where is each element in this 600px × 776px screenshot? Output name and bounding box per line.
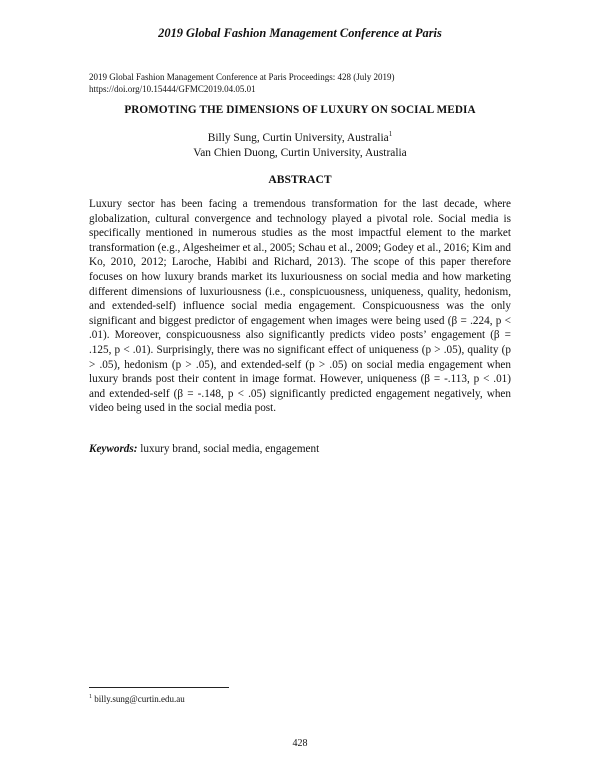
footnote [89,694,185,704]
keywords-value: luxury brand, social media, engagement [140,443,320,455]
abstract-body: Luxury sector has been facing a tremendous transformation for the last decade, where globalization, cultural convergence and technology played a pivotal role. Social media is specifically mentioned in numerous studies as the most impactful element to the market transformation (e.g., Algesheimer et al., 2005; Schau et al., 2009; Godey et al., 2016; Kim and Ko, 2010, 2012; Laroche, Habibi and Richard, 2013). The scope of this paper therefore focuses on how luxury brands market its luxuriousness on social media and how marketing different dimensions of luxuriousness (i.e., conspicuousness, uniqueness, quality, hedonism, and extended-self) influence social media engagement. Conspicuousness was the only significant and biggest predictor of engagement when images were being used (β = .224, p < .01). Moreover, conspicuousness also significantly predicts video posts’ engagement (β = .125, p < .01). Surprisingly, there was no significant effect of uniqueness (p > .05), quality (p > .05), hedonism (p > .05), and extended-self (p > .05) on social media engagement when luxury brands post their content in image format. However, uniqueness (β = -.113, p < .01) and extended-self (β = -.148, p < .05) significantly predicted engagement negatively, when video being used in the social media post. [89,198,511,415]
author-line [0,146,600,161]
paper-title: PROMOTING THE DIMENSIONS OF LUXURY ON SOCIAL MEDIA [124,104,476,116]
author-line [0,131,600,146]
proceedings-citation: 2019 Global Fashion Management Conference at Paris Proceedings: 428 (July 2019) [89,72,395,82]
abstract-heading: ABSTRACT [268,173,332,186]
footnote-mark: 1 [388,130,393,139]
author-list [0,131,600,161]
footnote-mark: 1 [89,694,92,700]
page-number: 428 [292,738,308,749]
proceedings-info [89,71,394,95]
keywords [89,443,511,455]
author-name: Van Chien Duong, Curtin University, Australia [193,147,407,159]
footnote-divider [89,687,229,688]
author-name: Billy Sung, Curtin University, Australia [207,132,389,144]
keywords-label: Keywords: [89,443,138,455]
footnote-email: billy.sung@curtin.edu.au [94,694,185,704]
proceedings-doi: https://doi.org/10.15444/GFMC2019.04.05.01 [89,84,256,94]
running-header: 2019 Global Fashion Management Conference at Paris [158,26,442,40]
